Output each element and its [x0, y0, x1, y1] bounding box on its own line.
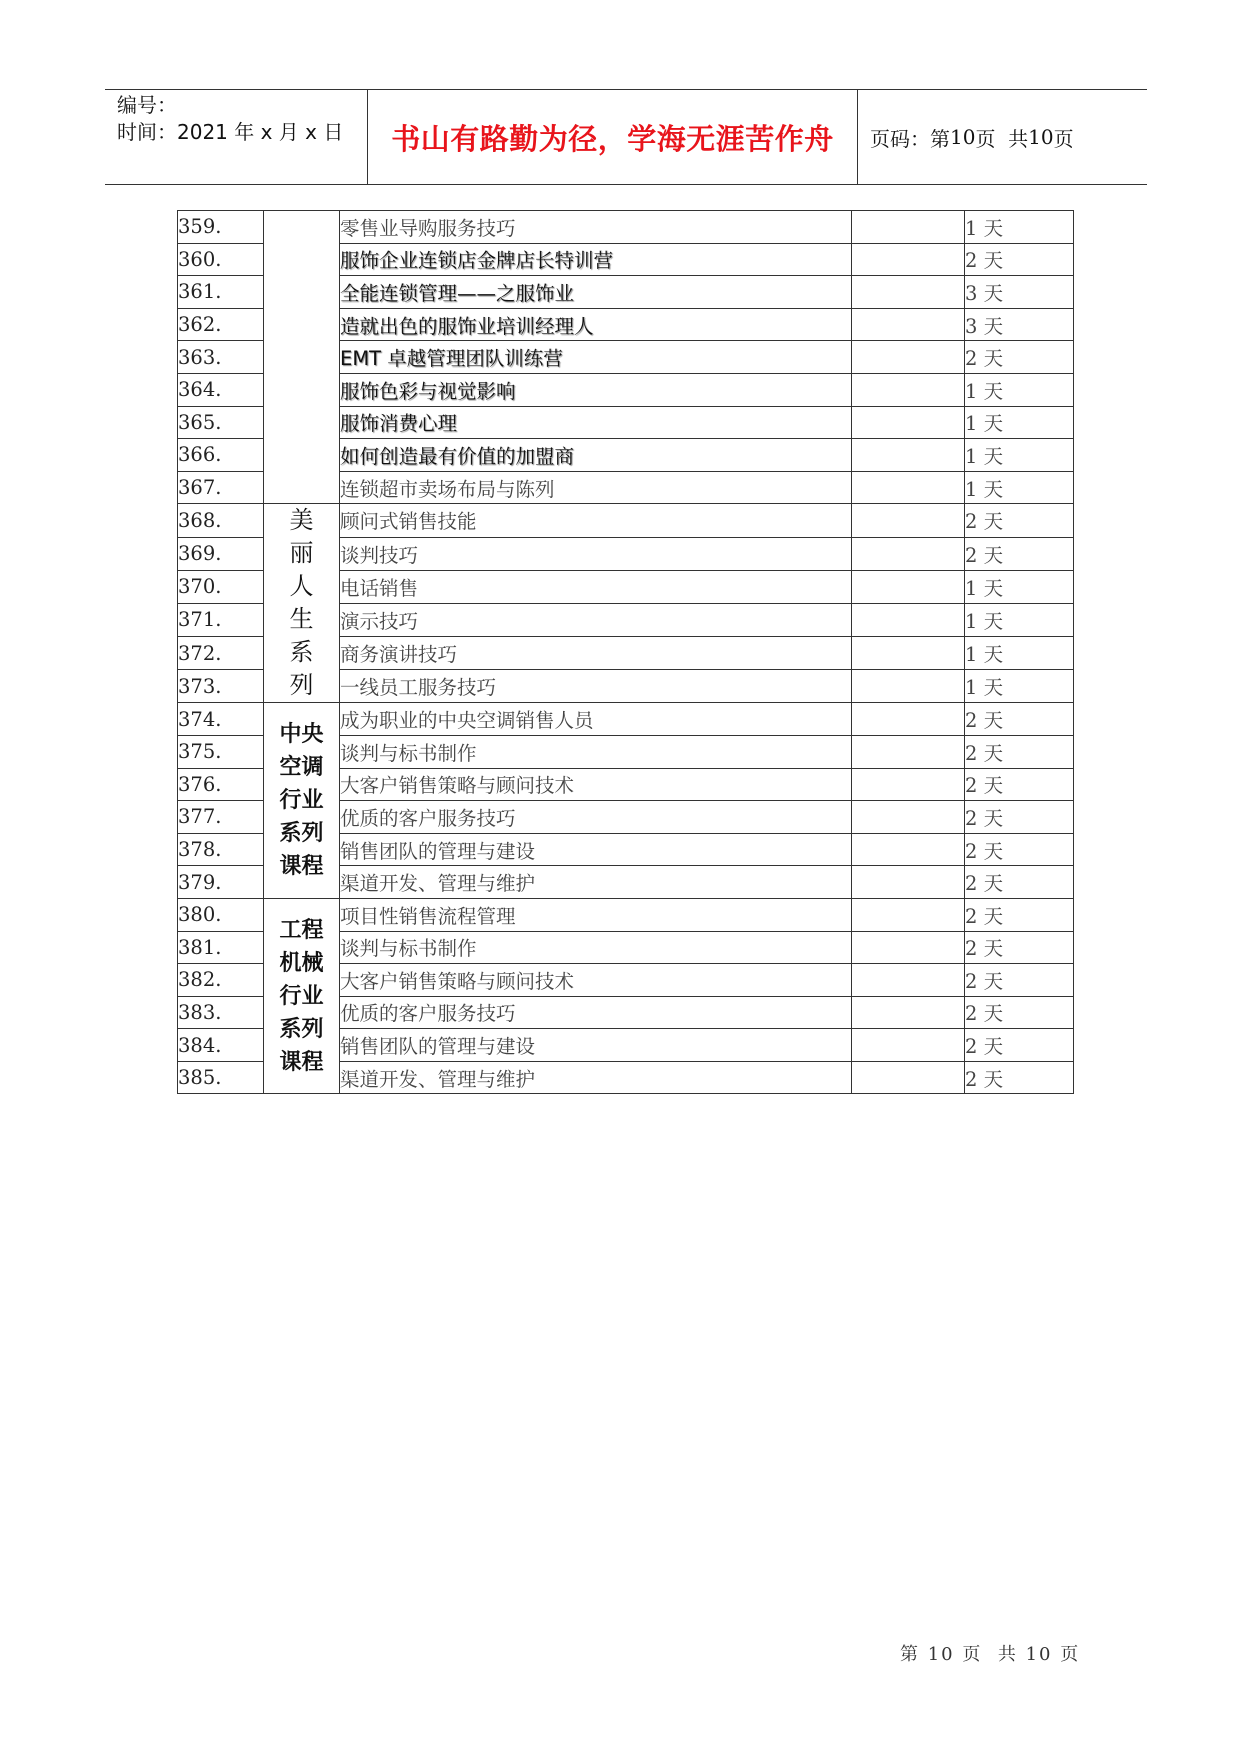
course-name: 全能连锁管理——之服饰业	[340, 276, 852, 309]
course-duration	[965, 670, 1074, 703]
duration-unit: 天	[983, 216, 1004, 240]
header-page-number	[858, 90, 1147, 184]
empty-cell	[852, 833, 965, 866]
duration-unit: 天	[983, 643, 1004, 667]
course-number: 380.	[178, 898, 264, 931]
course-number: 381.	[178, 931, 264, 964]
page-current: 10	[950, 125, 976, 149]
duration-unit: 天	[983, 609, 1004, 633]
duration-number: 1	[965, 609, 978, 633]
course-name: 谈判与标书制作	[340, 931, 852, 964]
duration-unit: 天	[983, 937, 1004, 961]
duration-number: 2	[965, 543, 978, 567]
duration-number: 2	[965, 806, 978, 830]
course-name: 渠道开发、管理与维护	[340, 866, 852, 899]
table-row	[178, 504, 1074, 537]
header-motto: 书山有路勤为径，学海无涯苦作舟	[368, 90, 858, 184]
course-number: 378.	[178, 833, 264, 866]
footer-total: 10	[1025, 1644, 1053, 1665]
duration-number: 3	[965, 314, 978, 338]
course-duration	[965, 1061, 1074, 1094]
duration-number: 2	[965, 249, 978, 273]
page-footer	[900, 1640, 1080, 1666]
header-meta	[105, 90, 368, 184]
duration-unit: 天	[983, 969, 1004, 993]
course-duration	[965, 703, 1074, 736]
duration-unit: 天	[983, 477, 1004, 501]
course-duration	[965, 866, 1074, 899]
duration-number: 2	[965, 839, 978, 863]
category-cell	[264, 703, 340, 899]
duration-unit: 天	[983, 347, 1004, 371]
course-number: 385.	[178, 1061, 264, 1094]
duration-number: 1	[965, 477, 978, 501]
course-number: 364.	[178, 373, 264, 406]
page-total: 10	[1028, 125, 1054, 149]
course-name: 连锁超市卖场布局与陈列	[340, 471, 852, 504]
empty-cell	[852, 276, 965, 309]
empty-cell	[852, 898, 965, 931]
empty-cell	[852, 1061, 965, 1094]
duration-unit: 天	[983, 576, 1004, 600]
course-name: 一线员工服务技巧	[340, 670, 852, 703]
course-number: 370.	[178, 570, 264, 603]
course-name: EMT 卓越管理团队训练营	[340, 341, 852, 374]
course-duration	[965, 801, 1074, 834]
duration-unit: 天	[983, 281, 1004, 305]
course-number: 375.	[178, 735, 264, 768]
course-number: 384.	[178, 1029, 264, 1062]
duration-number: 2	[965, 347, 978, 371]
duration-number: 2	[965, 741, 978, 765]
duration-number: 1	[965, 676, 978, 700]
serial-label: 编号：	[117, 93, 177, 117]
duration-number: 2	[965, 872, 978, 896]
duration-number: 1	[965, 216, 978, 240]
course-duration	[965, 1029, 1074, 1062]
course-name: 大客户销售策略与顾问技术	[340, 964, 852, 997]
course-number: 377.	[178, 801, 264, 834]
course-name: 造就出色的服饰业培训经理人	[340, 308, 852, 341]
empty-cell	[852, 670, 965, 703]
course-name: 服饰色彩与视觉影响	[340, 373, 852, 406]
empty-cell	[852, 243, 965, 276]
course-number: 376.	[178, 768, 264, 801]
course-number: 365.	[178, 406, 264, 439]
duration-unit: 天	[983, 872, 1004, 896]
empty-cell	[852, 471, 965, 504]
course-table	[177, 210, 1074, 1094]
course-duration	[965, 898, 1074, 931]
course-duration	[965, 833, 1074, 866]
course-number: 383.	[178, 996, 264, 1029]
course-number: 372.	[178, 636, 264, 669]
duration-number: 2	[965, 937, 978, 961]
duration-unit: 天	[983, 709, 1004, 733]
duration-number: 1	[965, 576, 978, 600]
course-duration	[965, 964, 1074, 997]
empty-cell	[852, 406, 965, 439]
page-label-prefix: 页码：第	[870, 126, 950, 151]
empty-cell	[852, 603, 965, 636]
course-duration	[965, 406, 1074, 439]
course-name: 商务演讲技巧	[340, 636, 852, 669]
course-duration	[965, 341, 1074, 374]
duration-number: 2	[965, 904, 978, 928]
course-number: 367.	[178, 471, 264, 504]
duration-unit: 天	[983, 510, 1004, 534]
course-duration	[965, 276, 1074, 309]
category-cell	[264, 211, 340, 504]
course-duration	[965, 636, 1074, 669]
empty-cell	[852, 931, 965, 964]
empty-cell	[852, 439, 965, 472]
duration-number: 2	[965, 709, 978, 733]
category-cell	[264, 504, 340, 703]
course-name: 电话销售	[340, 570, 852, 603]
course-name: 谈判技巧	[340, 537, 852, 570]
duration-number: 2	[965, 969, 978, 993]
course-number: 359.	[178, 211, 264, 244]
page-label-mid: 页 共	[975, 126, 1029, 151]
category-cell	[264, 898, 340, 1094]
empty-cell	[852, 996, 965, 1029]
duration-number: 1	[965, 444, 978, 468]
course-name: 大客户销售策略与顾问技术	[340, 768, 852, 801]
course-number: 366.	[178, 439, 264, 472]
duration-unit: 天	[983, 314, 1004, 338]
course-duration	[965, 373, 1074, 406]
course-name: 项目性销售流程管理	[340, 898, 852, 931]
empty-cell	[852, 866, 965, 899]
duration-unit: 天	[983, 1035, 1004, 1059]
course-name: 优质的客户服务技巧	[340, 801, 852, 834]
duration-unit: 天	[983, 379, 1004, 403]
empty-cell	[852, 341, 965, 374]
duration-unit: 天	[983, 1002, 1004, 1026]
footer-suffix: 页	[1060, 1644, 1081, 1665]
duration-unit: 天	[983, 904, 1004, 928]
category-label: 美丽人生系列	[289, 506, 314, 700]
course-name: 谈判与标书制作	[340, 735, 852, 768]
duration-number: 1	[965, 643, 978, 667]
empty-cell	[852, 373, 965, 406]
course-duration	[965, 996, 1074, 1029]
page-label-suffix: 页	[1053, 126, 1074, 151]
empty-cell	[852, 1029, 965, 1062]
empty-cell	[852, 537, 965, 570]
course-duration	[965, 504, 1074, 537]
course-duration	[965, 768, 1074, 801]
course-name: 如何创造最有价值的加盟商	[340, 439, 852, 472]
course-duration	[965, 439, 1074, 472]
duration-number: 2	[965, 1067, 978, 1091]
course-name: 渠道开发、管理与维护	[340, 1061, 852, 1094]
course-duration	[965, 471, 1074, 504]
time-label: 时间：2021 年 x 月 x 日	[117, 120, 344, 144]
footer-prefix: 第	[900, 1644, 920, 1665]
course-number: 374.	[178, 703, 264, 736]
course-number: 362.	[178, 308, 264, 341]
course-name: 销售团队的管理与建设	[340, 833, 852, 866]
course-duration	[965, 735, 1074, 768]
course-duration	[965, 243, 1074, 276]
course-name: 演示技巧	[340, 603, 852, 636]
duration-unit: 天	[983, 1067, 1004, 1091]
empty-cell	[852, 211, 965, 244]
duration-unit: 天	[983, 676, 1004, 700]
course-name: 成为职业的中央空调销售人员	[340, 703, 852, 736]
course-number: 360.	[178, 243, 264, 276]
duration-unit: 天	[983, 741, 1004, 765]
table-row	[178, 703, 1074, 736]
category-label: 工程机械行业系列课程	[279, 917, 324, 1075]
duration-unit: 天	[983, 806, 1004, 830]
course-number: 361.	[178, 276, 264, 309]
course-number: 363.	[178, 341, 264, 374]
page-header	[105, 89, 1147, 185]
table-row	[178, 898, 1074, 931]
empty-cell	[852, 570, 965, 603]
table-row	[178, 211, 1074, 244]
course-name: 服饰企业连锁店金牌店长特训营	[340, 243, 852, 276]
duration-unit: 天	[983, 774, 1004, 798]
course-duration	[965, 308, 1074, 341]
empty-cell	[852, 308, 965, 341]
course-duration	[965, 570, 1074, 603]
duration-number: 3	[965, 281, 978, 305]
course-name: 销售团队的管理与建设	[340, 1029, 852, 1062]
course-number: 379.	[178, 866, 264, 899]
duration-unit: 天	[983, 412, 1004, 436]
duration-number: 1	[965, 379, 978, 403]
empty-cell	[852, 636, 965, 669]
course-number: 382.	[178, 964, 264, 997]
empty-cell	[852, 735, 965, 768]
course-number: 373.	[178, 670, 264, 703]
duration-unit: 天	[983, 249, 1004, 273]
course-name: 零售业导购服务技巧	[340, 211, 852, 244]
category-label: 中央空调行业系列课程	[279, 722, 324, 880]
duration-number: 2	[965, 1035, 978, 1059]
empty-cell	[852, 768, 965, 801]
duration-unit: 天	[983, 444, 1004, 468]
empty-cell	[852, 504, 965, 537]
footer-current: 10	[927, 1644, 955, 1665]
course-duration	[965, 537, 1074, 570]
duration-unit: 天	[983, 839, 1004, 863]
course-name: 优质的客户服务技巧	[340, 996, 852, 1029]
course-number: 369.	[178, 537, 264, 570]
duration-number: 1	[965, 412, 978, 436]
footer-mid: 页 共	[962, 1644, 1018, 1665]
duration-number: 2	[965, 510, 978, 534]
duration-number: 2	[965, 774, 978, 798]
empty-cell	[852, 964, 965, 997]
course-number: 371.	[178, 603, 264, 636]
empty-cell	[852, 801, 965, 834]
empty-cell	[852, 703, 965, 736]
course-name: 顾问式销售技能	[340, 504, 852, 537]
duration-unit: 天	[983, 543, 1004, 567]
course-duration	[965, 603, 1074, 636]
course-name: 服饰消费心理	[340, 406, 852, 439]
duration-number: 2	[965, 1002, 978, 1026]
course-duration	[965, 931, 1074, 964]
course-number: 368.	[178, 504, 264, 537]
course-duration	[965, 211, 1074, 244]
